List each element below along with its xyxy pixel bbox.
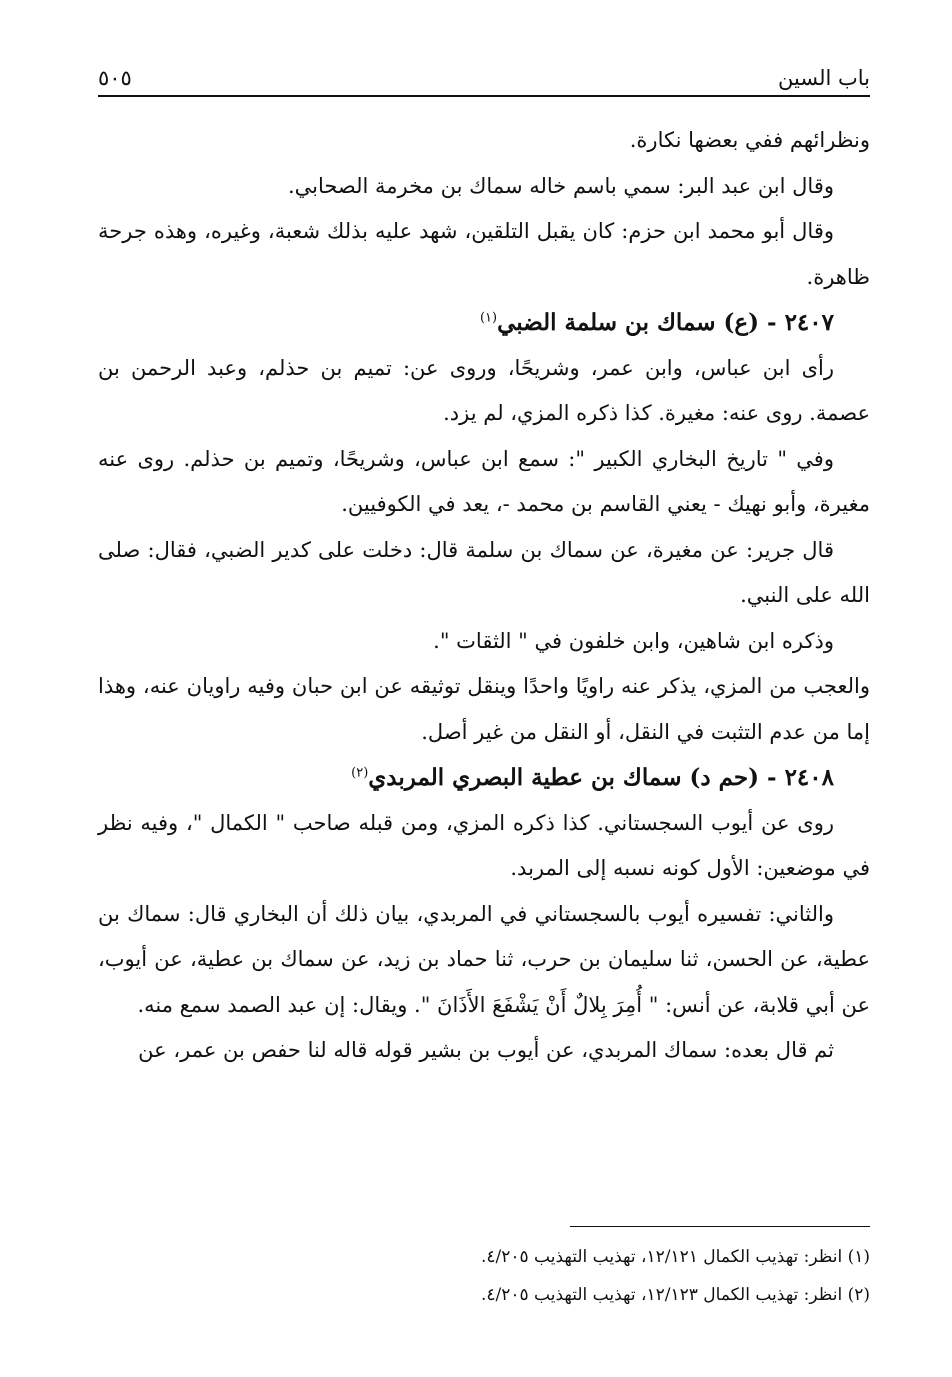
footnote-marker: (٢) <box>351 765 369 781</box>
paragraph: روى عن أيوب السجستاني. كذا ذكره المزي، ومن قبله صاحب " الكمال "، وفيه نظر في موضعين: الأول كونه نسبه إلى المربد. <box>98 810 870 880</box>
footnotes <box>98 1238 870 1314</box>
entry-heading-text: ٢٤٠٧ - (ع) سماك بن سلمة الضبي <box>497 309 834 336</box>
paragraph: وفي " تاريخ البخاري الكبير ": سمع ابن عباس، وشريحًا، وتميم بن حذلم. روى عنه مغيرة، وأبو نهيك - يعني القاسم بن محمد -، يعد في الكوفيين. <box>98 446 870 516</box>
main-text <box>98 118 870 1074</box>
page-number: ٥٠٥ <box>98 66 132 90</box>
book-page <box>98 0 870 1377</box>
entry-heading-2408 <box>98 755 870 801</box>
chapter-title: باب السين <box>778 66 870 90</box>
paragraph: ثم قال بعده: سماك المربدي، عن أيوب بن بشير قوله قاله لنا حفص بن عمر، عن <box>138 1038 834 1062</box>
entry-heading-2407 <box>98 300 870 346</box>
entry-heading-text: ٢٤٠٨ - (حم د) سماك بن عطية البصري المربدي <box>368 764 834 791</box>
paragraph-continuation: ونظرائهم ففي بعضها نكارة. <box>629 128 870 152</box>
paragraph: وذكره ابن شاهين، وابن خلفون في " الثقات ". <box>433 628 834 653</box>
paragraph: وقال أبو محمد ابن حزم: كان يقبل التلقين، شهد عليه بذلك شعبة، وغيره، وهذه جرحة ظاهرة. <box>98 219 870 289</box>
footnote-2: (٢) انظر: تهذيب الكمال ١٢/١٢٣، تهذيب التهذيب ٤/٢٠٥. <box>480 1285 870 1305</box>
paragraph: قال جرير: عن مغيرة، عن سماك بن سلمة قال: دخلت على كدير الضبي، فقال: صلى الله على النبي. <box>98 537 870 607</box>
paragraph: والعجب من المزي، يذكر عنه راويًا واحدًا وينقل توثيقه عن ابن حبان وفيه راويان عنه، وهذا إما من عدم التثبت في النقل، أو النقل من غير أصل. <box>98 674 870 744</box>
footnote-divider <box>570 1226 870 1227</box>
footnote-marker: (١) <box>479 310 498 326</box>
running-header <box>98 58 870 92</box>
paragraph: رأى ابن عباس، وابن عمر، وشريحًا، وروى عن: تميم بن حذلم، وعبد الرحمن بن عصمة. روى عنه: مغيرة. كذا ذكره المزي، لم يزد. <box>98 355 870 425</box>
paragraph: والثاني: تفسيره أيوب بالسجستاني في المربدي، بيان ذلك أن البخاري قال: سماك بن عطية، عن الحسن، ثنا سليمان بن حرب، ثنا حماد بن زيد، عن سماك بن عطية، عن أيوب، عن أبي قلابة، عن أنس: " أُمِرَ بِلالٌ أَنْ يَشْفَعَ الأَذَانَ ". ويقال: إن عبد الصمد سمع منه. <box>98 901 870 1017</box>
paragraph: وقال ابن عبد البر: سمي باسم خاله سماك بن مخرمة الصحابي. <box>287 173 834 198</box>
footnote-1: (١) انظر: تهذيب الكمال ١٢/١٢١، تهذيب التهذيب ٤/٢٠٥. <box>480 1247 870 1267</box>
header-divider <box>98 95 870 97</box>
